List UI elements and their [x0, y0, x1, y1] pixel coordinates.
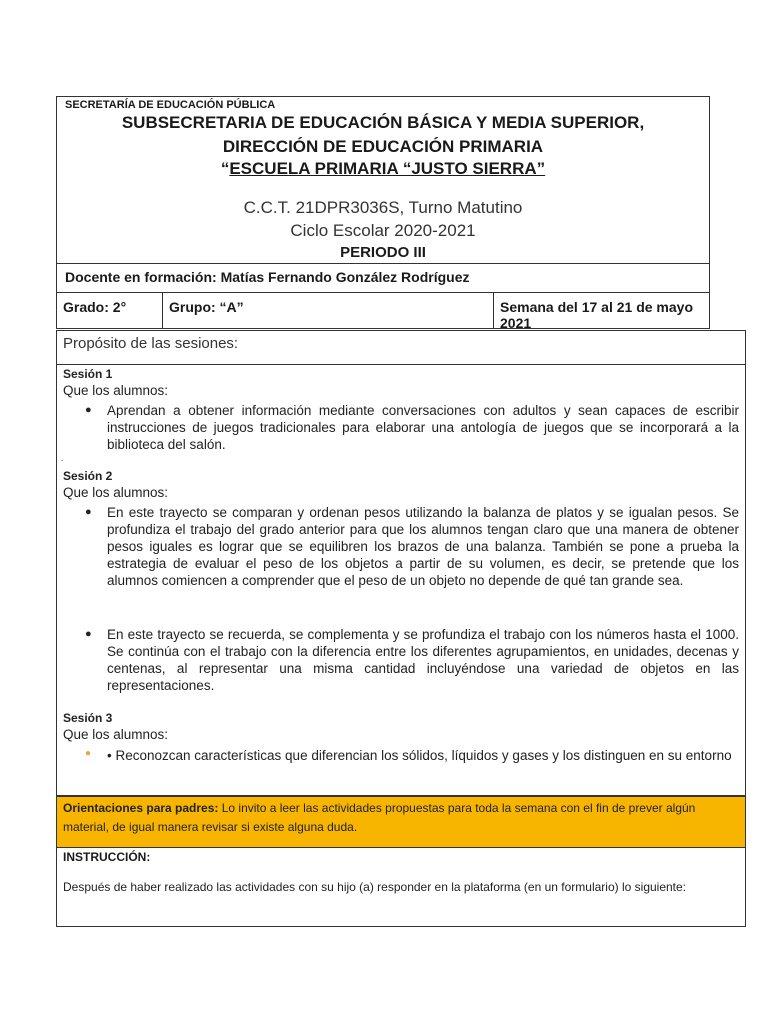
- docente-row: [56, 263, 710, 293]
- escuela-quote: “: [220, 159, 230, 178]
- sesion-2-bullet-1: En este trayecto se comparan y ordenan pesos utilizando la balanza de platos y se igualan pesos. Se profundiza el trabajo del grado anterior para que los alumnos tengan claro que una manera de obtener pesos iguales es lograr que se equilibren los brazos de una balanza. También se pone a prueba la estrategia de evaluar el peso de los objetos a partir de su volumen, es decir, se pretende que los alumnos comiencen a comprender que el peso de un objeto no depende de qué tan grande sea.: [107, 505, 739, 588]
- direccion-text: DIRECCIÓN DE EDUCACIÓN PRIMARIA: [222, 137, 544, 156]
- sesion-3-intro: Que los alumnos:: [63, 727, 169, 742]
- sesiones-box: [56, 364, 746, 796]
- escuela-line: [57, 159, 709, 179]
- proposito-row: [56, 330, 746, 365]
- subsecretaria-text: SUBSECRETARIA DE EDUCACIÓN BÁSICA Y MEDIA SUPERIOR,: [121, 113, 645, 132]
- header-box: [56, 96, 710, 264]
- orientaciones-label: Orientaciones para padres:: [63, 801, 219, 815]
- orientaciones-text: Lo invito a leer las actividades propuestas para toda la semana con el fin de prever algún material, de igual manera revisar si existe alguna duda.: [63, 801, 696, 834]
- periodo-text: PERIODO III: [340, 244, 426, 261]
- grupo-cell: [163, 293, 494, 328]
- secretaria-text: SECRETARÍA DE EDUCACIÓN PÚBLICA: [65, 99, 276, 111]
- grado-text: Grado: 2°: [63, 299, 127, 315]
- dot-mark: .: [61, 454, 64, 463]
- semana-cell: [494, 293, 710, 331]
- ciclo-text: Ciclo Escolar 2020-2021: [290, 221, 476, 240]
- instruccion-box: [56, 847, 746, 927]
- orientaciones-box: [56, 796, 746, 848]
- grado-row: [56, 292, 710, 329]
- orientaciones-paragraph: [63, 799, 739, 837]
- sesion-2-title: Sesión 2: [63, 469, 113, 483]
- sesion-3-bullet: • Reconozcan características que diferencian los sólidos, líquidos y gases y los distinguen en su entorno: [107, 748, 732, 763]
- instruccion-text: Después de haber realizado las actividades con su hijo (a) responder en la plataforma (en un formulario) lo siguiente:: [63, 880, 687, 894]
- proposito-label: Propósito de las sesiones:: [63, 335, 239, 352]
- escuela-text: ESCUELA PRIMARIA “JUSTO SIERRA”: [229, 159, 546, 178]
- docente-text: Docente en formación: Matías Fernando González Rodríguez: [65, 269, 470, 285]
- sesion-1-intro: Que los alumnos:: [63, 383, 169, 398]
- bullet-icon: ●: [85, 404, 92, 416]
- semana-text: Semana del 17 al 21 de mayo 2021: [500, 299, 693, 331]
- bullet-icon: ●: [85, 506, 92, 518]
- sesion-1-bullet: Aprendan a obtener información mediante conversaciones con adultos y sean capaces de escribir instrucciones de juegos tradicionales para elaborar una antología de juegos que se incorporará a la biblioteca del salón.: [107, 403, 739, 452]
- instruccion-label: INSTRUCCIÓN:: [63, 850, 151, 864]
- sesion-1-title: Sesión 1: [63, 367, 113, 381]
- bullet-icon: ●: [85, 628, 92, 640]
- cct-text: C.C.T. 21DPR3036S, Turno Matutino: [243, 198, 523, 217]
- sesion-3-title: Sesión 3: [63, 711, 113, 725]
- orange-bullet-icon: ●: [85, 748, 92, 759]
- grupo-text: Grupo: “A”: [169, 299, 244, 315]
- sesion-2-bullet-2: En este trayecto se recuerda, se complementa y se profundiza el trabajo con los números hasta el 1000. Se continúa con el trabajo con la diferencia entre los diferentes agrupamientos, en unidades, decenas y centenas, al representar una misma cantidad incluyéndose una variedad de objetos en las representaciones.: [107, 627, 739, 693]
- sesion-2-intro: Que los alumnos:: [63, 485, 169, 500]
- grado-cell: [57, 293, 163, 328]
